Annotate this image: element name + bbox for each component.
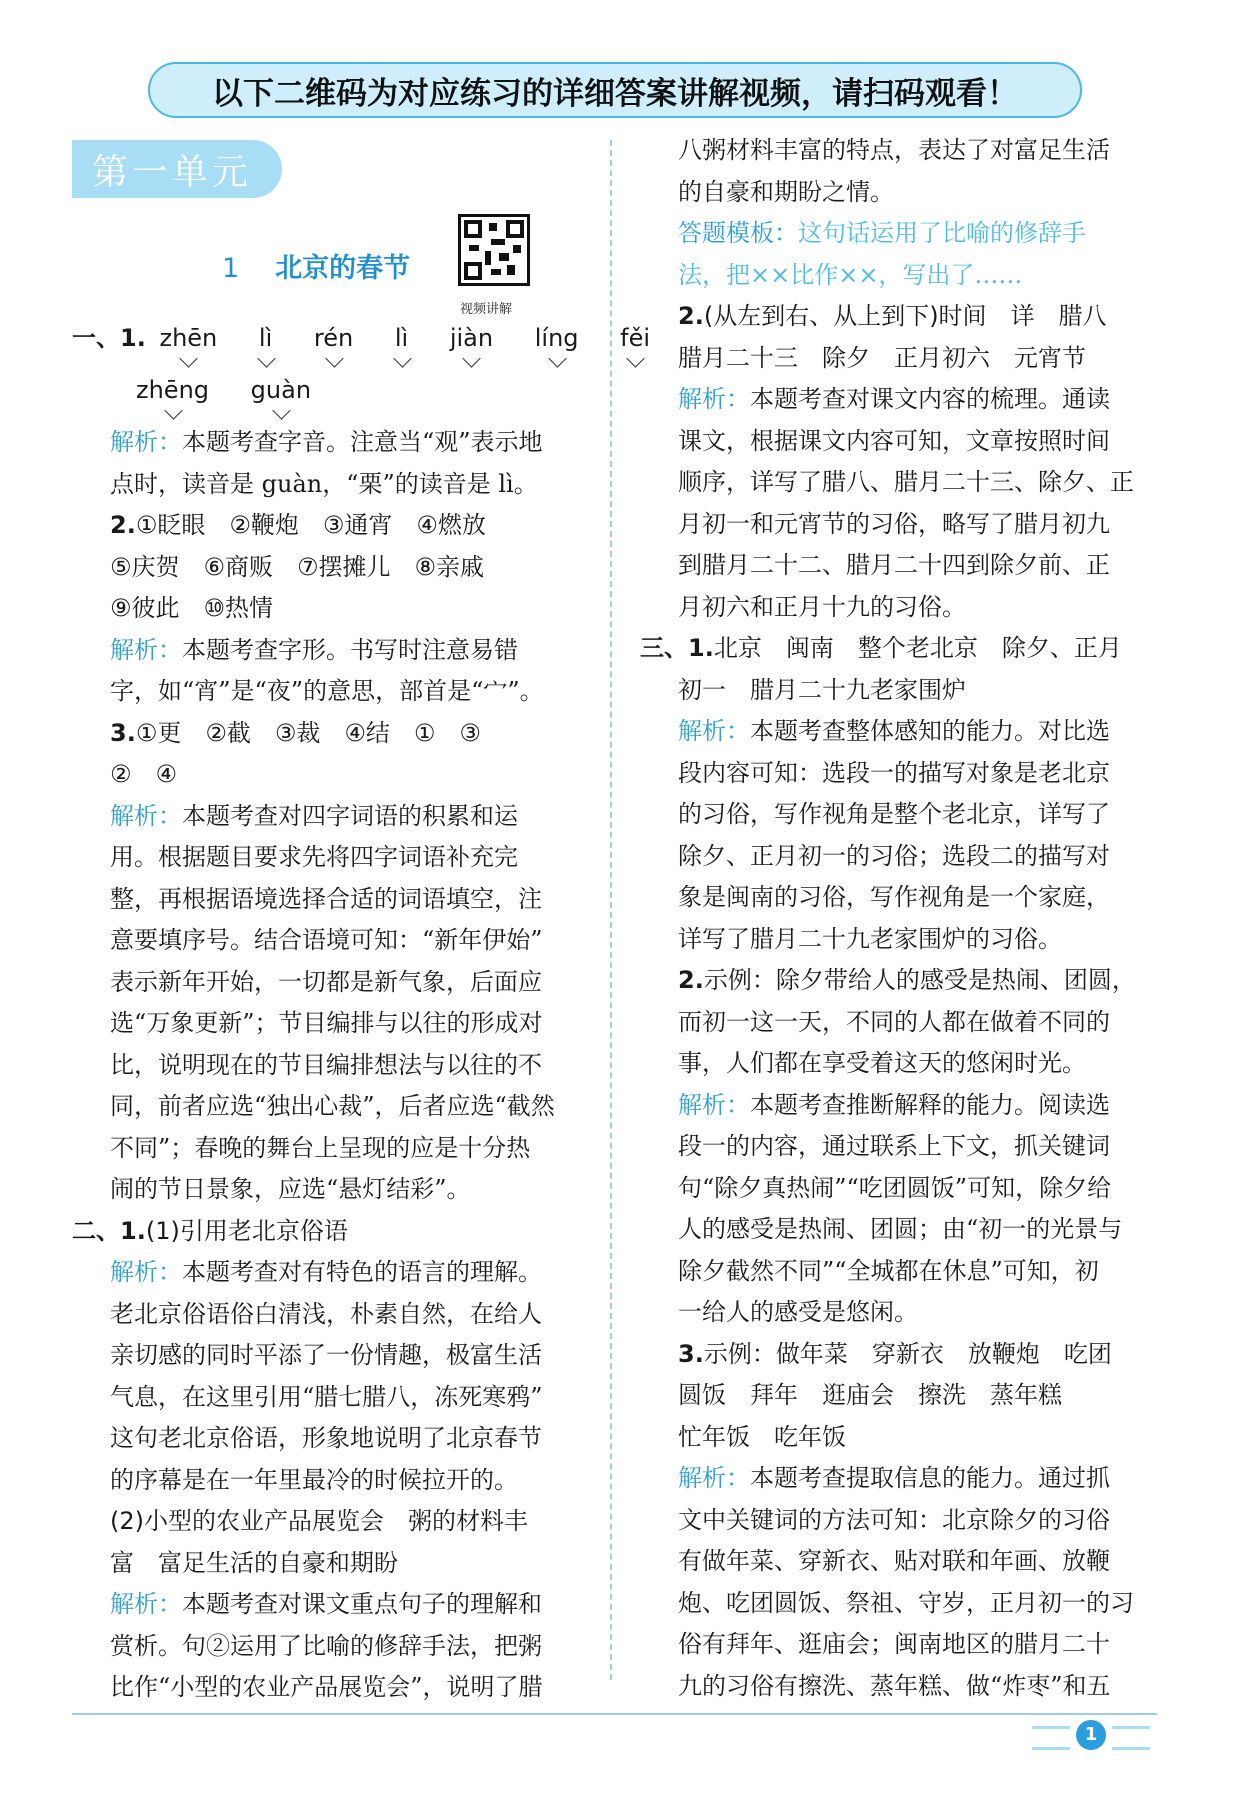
answer-line: 2.示例：除夕带给人的感受是热闹、团圆，: [678, 966, 1136, 994]
answer-line: (2)小型的农业产品展览会 粥的材料丰: [110, 1507, 528, 1535]
explanation: 解析：本题考查推断解释的能力。阅读选: [678, 1090, 1110, 1119]
lesson-number: 1: [222, 253, 240, 284]
answer-template: 答题模板：这句话运用了比喻的修辞手: [678, 219, 1086, 247]
pinyin: zhēn: [159, 318, 217, 360]
text-line: 的习俗，写作视角是整个老北京，详写了: [678, 800, 1110, 828]
pinyin: lì: [395, 318, 408, 360]
footer-rule: [72, 1713, 1157, 1715]
qr-caption: 视频讲解: [460, 302, 513, 317]
text-line: 人的感受是热闹、团圆；由“初一的光景与: [678, 1215, 1123, 1243]
answer-line: ⑨彼此 ⑩热情: [110, 594, 274, 622]
answer-line: 忙年饭 吃年饭: [678, 1422, 846, 1451]
explanation: 解析：本题考查对课文内容的梳理。通读: [678, 385, 1110, 413]
text-line: 闹的节日景象，应选“悬灯结彩”。: [110, 1175, 471, 1203]
text-line: 的自豪和期盼之情。: [678, 177, 894, 206]
answer-line: 富 富足生活的自豪和期盼: [110, 1548, 398, 1577]
answer-line: 腊月二十三 除夕 正月初六 元宵节: [678, 343, 1086, 372]
unit-label: 第一单元: [72, 140, 282, 198]
pinyin: fěi: [620, 318, 650, 360]
page-number-decoration: [1112, 1726, 1150, 1750]
text-line: 月初一和元宵节的习俗，略写了腊月初九: [678, 509, 1110, 538]
text-line: 文中关键词的方法可知：北京除夕的习俗: [678, 1505, 1110, 1534]
question-number: 一、1.: [72, 324, 146, 352]
answer-line: 圆饭 拜年 逛庙会 擦洗 蒸年糕: [678, 1381, 1062, 1409]
explanation: 解析：本题考查提取信息的能力。通过抓: [678, 1464, 1110, 1492]
text-line: 字，如“宵”是“夜”的意思，部首是“宀”。: [110, 677, 544, 705]
header-banner: 以下二维码为对应练习的详细答案讲解视频，请扫码观看！: [148, 62, 1082, 118]
text-line: 除夕截然不同”“全城都在休息”可知，初: [678, 1256, 1099, 1285]
text-line: 段内容可知：选段一的描写对象是老北京: [678, 758, 1110, 787]
explanation: 解析：本题考查整体感知的能力。对比选: [678, 717, 1110, 745]
explanation: 解析：本题考查对四字词语的积累和运: [110, 801, 518, 830]
answer-line: ⑤庆贺 ⑥商贩 ⑦摆摊儿 ⑧亲戚: [110, 552, 485, 581]
text-line: 九的习俗有擦洗、蒸年糕、做“炸枣”和五: [678, 1671, 1111, 1700]
text-line: 月初六和正月十九的习俗。: [678, 592, 966, 621]
text-line: 顺序，详写了腊八、腊月二十三、除夕、正: [678, 468, 1134, 496]
right-column: [640, 130, 1170, 1707]
text-line: 比作“小型的农业产品展览会”，说明了腊: [110, 1673, 543, 1701]
pinyin: lì: [259, 318, 272, 360]
answer-line: ② ④: [110, 760, 178, 788]
page-number: 1: [1076, 1720, 1106, 1750]
text-line: 句“除夕真热闹”“吃团圆饭”可知，除夕给: [678, 1173, 1112, 1202]
answer-line: 二、1.(1)引用老北京俗语: [72, 1216, 348, 1245]
text-line: 炮、吃团圆饭、祭祖、守岁，正月初一的习: [678, 1588, 1134, 1617]
text-line: 这句老北京俗语，形象地说明了北京春节: [110, 1424, 542, 1452]
answer-line: 3.①更 ②截 ③裁 ④结 ① ③: [110, 718, 481, 747]
qr-code-icon[interactable]: [458, 214, 530, 286]
answer-template: 法，把××比作××，写出了……: [678, 260, 1023, 289]
text-line: 同，前者应选“独出心裁”，后者应选“截然: [110, 1092, 555, 1120]
pinyin: guàn: [251, 370, 311, 412]
text-line: 详写了腊月二十九老家围炉的习俗。: [678, 924, 1062, 953]
explanation: 解析：本题考查对课文重点句子的理解和: [110, 1590, 542, 1618]
text-line: 的序幕是在一年里最冷的时候拉开的。: [110, 1465, 518, 1494]
text-line: 事，人们都在享受着这天的悠闲时光。: [678, 1049, 1086, 1077]
pinyin: líng: [535, 318, 579, 360]
pinyin: rén: [314, 318, 353, 360]
text-line: 象是闽南的习俗，写作视角是一个家庭，: [678, 883, 1110, 911]
answer-line: 三、1.北京 闽南 整个老北京 除夕、正月: [640, 634, 1122, 662]
explanation: 解析：本题考查字形。书写时注意易错: [110, 635, 518, 664]
column-divider: [610, 140, 612, 1680]
text-line: 不同”；春晚的舞台上呈现的应是十分热: [110, 1133, 531, 1162]
text-line: 老北京俗语俗白清浅，朴素自然，在给人: [110, 1299, 542, 1328]
text-line: 而初一这一天，不同的人都在做着不同的: [678, 1007, 1110, 1036]
explanation: 解析：本题考查对有特色的语言的理解。: [110, 1258, 542, 1286]
text-line: 一给人的感受是悠闲。: [678, 1298, 918, 1326]
answer-line: 2.(从左到右、从上到下)时间 详 腊八: [678, 302, 1107, 330]
text-line: 点时，读音是 guàn，“栗”的读音是 lì。: [110, 469, 538, 498]
lesson-name: 北京的春节: [275, 253, 411, 284]
left-column: [72, 318, 651, 1709]
answer-line: 3.示例：做年菜 穿新衣 放鞭炮 吃团: [678, 1339, 1112, 1368]
answer-line: 初一 腊月二十九老家围炉: [678, 675, 966, 704]
text-line: 到腊月二十二、腊月二十四到除夕前、正: [678, 551, 1110, 579]
text-line: 除夕、正月初一的习俗；选段二的描写对: [678, 841, 1110, 870]
answer-line: 2.①眨眼 ②鞭炮 ③通宵 ④燃放: [110, 511, 486, 539]
text-line: 八粥材料丰富的特点，表达了对富足生活: [678, 136, 1110, 164]
lesson-title: [222, 246, 410, 285]
text-line: 赏析。句②运用了比喻的修辞手法，把粥: [110, 1631, 542, 1660]
text-line: 俗有拜年、逛庙会；闽南地区的腊月二十: [678, 1630, 1110, 1658]
text-line: 选“万象更新”；节目编排与以往的形成对: [110, 1009, 543, 1037]
page-number-decoration: [1032, 1726, 1070, 1750]
pinyin: zhēng: [136, 370, 209, 412]
pinyin: jiàn: [450, 318, 493, 360]
text-line: 表示新年开始，一切都是新气象，后面应: [110, 967, 542, 996]
explanation: 解析：本题考查字音。注意当“观”表示地: [110, 428, 543, 456]
text-line: 比，说明现在的节目编排想法与以往的不: [110, 1050, 542, 1079]
text-line: 意要填序号。结合语境可知：“新年伊始”: [110, 926, 543, 954]
text-line: 课文，根据课文内容可知，文章按照时间: [678, 426, 1110, 455]
text-line: 亲切感的同时平添了一份情趣，极富生活: [110, 1341, 542, 1369]
text-line: 整，再根据语境选择合适的词语填空，注: [110, 884, 542, 913]
text-line: 气息，在这里引用“腊七腊八，冻死寒鸦”: [110, 1382, 543, 1411]
text-line: 有做年菜、穿新衣、贴对联和年画、放鞭: [678, 1547, 1110, 1575]
text-line: 段一的内容，通过联系上下文，抓关键词: [678, 1132, 1110, 1160]
text-line: 用。根据题目要求先将四字词语补充完: [110, 843, 518, 871]
